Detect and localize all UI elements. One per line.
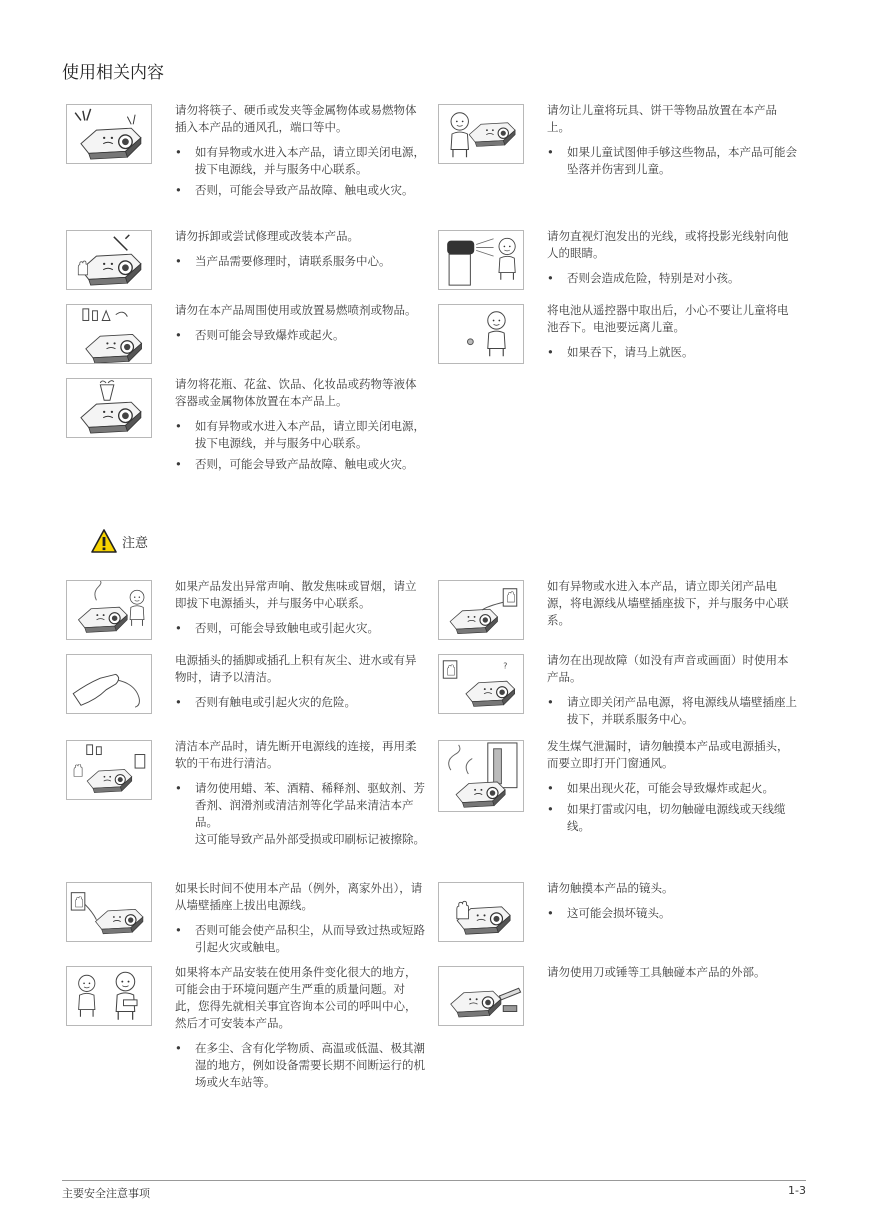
caution-text: 如果产品发出异常声响、散发焦味或冒烟，请立即拔下电源插头，并与服务中心联系。 <box>175 579 417 610</box>
caution-image-consult <box>66 966 152 1026</box>
caution-image-cleaning <box>66 740 152 800</box>
bullet: • 否则有触电或引起火灾的危险。 <box>175 694 427 711</box>
caution-image-sharp-tools <box>438 966 524 1026</box>
caution-image-lens <box>438 882 524 942</box>
bullet: • 否则，可能会导致产品故障、触电或火灾。 <box>175 456 427 473</box>
caution-image-gas-leak <box>438 740 524 812</box>
bullet: • 如有异物或水进入本产品，请立即关闭电源，拔下电源线，并与服务中心联系。 <box>175 144 427 178</box>
bullet: • 否则，可能会导致产品故障、触电或火灾。 <box>175 182 427 199</box>
caution-text: 如果长时间不使用本产品（例外，离家外出），请从墙壁插座上拔出电源线。 <box>175 881 423 912</box>
warning-text: 请勿直视灯泡发出的光线，或将投影光线射向他人的眼睛。 <box>547 229 789 260</box>
bullet: • 在多尘、含有化学物质、高温或低温、极其潮湿的地方，例如设备需要长期不间断运行的机场或火车站等。 <box>175 1040 427 1091</box>
caution-image-unplug-long <box>66 882 152 942</box>
footer-section-title: 主要安全注意事项 <box>62 1187 150 1200</box>
caution-label: 注意 <box>122 535 149 551</box>
bullet: • 如果打雷或闪电，切勿触碰电源线或天线缆线。 <box>547 801 799 835</box>
caution-text: 清洁本产品时，请先断开电源线的连接，再用柔软的干布进行清洁。 <box>175 739 417 770</box>
bullet-text: 请勿使用蜡、苯、酒精、稀释剂、驱蚊剂、芳香剂、润滑剂或清洁剂等化学品来清洁本产品。 <box>195 781 425 829</box>
bullet: • 否则可能会导致爆炸或起火。 <box>175 327 427 344</box>
bullet: • 请立即关闭产品电源，将电源线从墙壁插座上拔下，并联系服务中心。 <box>547 694 799 728</box>
footer-divider <box>62 1180 806 1181</box>
warning-image-disassembly <box>66 230 152 290</box>
page-number: 1-3 <box>788 1184 806 1197</box>
caution-heading <box>90 528 148 554</box>
warning-image-liquid <box>66 378 152 438</box>
warning-text: 将电池从遥控器中取出后，小心不要让儿童将电池吞下。电池要远离儿童。 <box>547 303 789 334</box>
warning-text: 请勿将花瓶、花盆、饮品、化妆品或药物等液体容器或金属物体放置在本产品上。 <box>175 377 417 408</box>
bullet: • 如果吞下，请马上就医。 <box>547 344 799 361</box>
caution-text: 发生煤气泄漏时，请勿触摸本产品或电源插头，而要立即打开门窗通风。 <box>547 739 789 770</box>
warning-image-child-toys <box>438 104 524 164</box>
bullet: • 否则可能会使产品积尘，从而导致过热或短路引起火灾或触电。 <box>175 922 427 956</box>
bullet: • 否则会造成危险，特别是对小孩。 <box>547 270 799 287</box>
caution-image-unplug-water <box>438 580 524 640</box>
warning-text: 请勿让儿童将玩具、饼干等物品放置在本产品上。 <box>547 103 777 134</box>
caution-text: 请勿使用刀或锤等工具触碰本产品的外部。 <box>547 965 766 979</box>
bullet: • 如有异物或水进入本产品，请立即关闭电源，拔下电源线，并与服务中心联系。 <box>175 418 427 452</box>
warning-image-battery <box>438 304 524 364</box>
warning-text: 请勿将筷子、硬币或发夹等金属物体或易燃物体插入本产品的通风孔，端口等中。 <box>175 103 417 134</box>
bullet: • 当产品需要修理时，请联系服务中心。 <box>175 253 427 270</box>
bullet: • 如果出现火花，可能会导致爆炸或起火。 <box>547 780 799 797</box>
bullet-extra: 这可能导致产品外部受损或印刷标记被擦除。 <box>195 832 425 846</box>
caution-image-smoke <box>66 580 152 640</box>
warning-image-lamp-light <box>438 230 524 290</box>
caution-text: 如有异物或水进入本产品，请立即关闭产品电源，将电源线从墙壁插座拔下，并与服务中心联系。 <box>547 579 789 627</box>
bullet: • 如果儿童试图伸手够这些物品，本产品可能会坠落并伤害到儿童。 <box>547 144 799 178</box>
caution-text: 电源插头的插脚或插孔上积有灰尘、进水或有异物时，请予以清洁。 <box>175 653 417 684</box>
warning-image-metal-objects <box>66 104 152 164</box>
caution-text: 请勿在出现故障（如没有声音或画面）时使用本产品。 <box>547 653 789 684</box>
page-title: 使用相关内容 <box>62 63 164 83</box>
bullet: • 这可能会损坏镜头。 <box>547 905 799 922</box>
svg-text:?: ? <box>503 661 508 671</box>
bullet <box>175 780 427 848</box>
caution-image-malfunction <box>438 654 524 714</box>
warning-text: 请勿在本产品周围使用或放置易燃喷剂或物品。 <box>175 303 417 317</box>
warning-triangle-icon <box>90 528 118 554</box>
caution-image-clean-plug <box>66 654 152 714</box>
caution-text: 请勿触摸本产品的镜头。 <box>547 881 674 895</box>
bullet: • 否则，可能会导致触电或引起火灾。 <box>175 620 427 637</box>
warning-image-flammable <box>66 304 152 364</box>
warning-text: 请勿拆卸或尝试修理或改装本产品。 <box>175 229 359 243</box>
caution-text: 如果将本产品安装在使用条件变化很大的地方，可能会由于环境问题产生严重的质量问题。对此，您得先就相关事宜咨询本公司的呼叫中心，然后才可安装本产品。 <box>175 965 417 1030</box>
